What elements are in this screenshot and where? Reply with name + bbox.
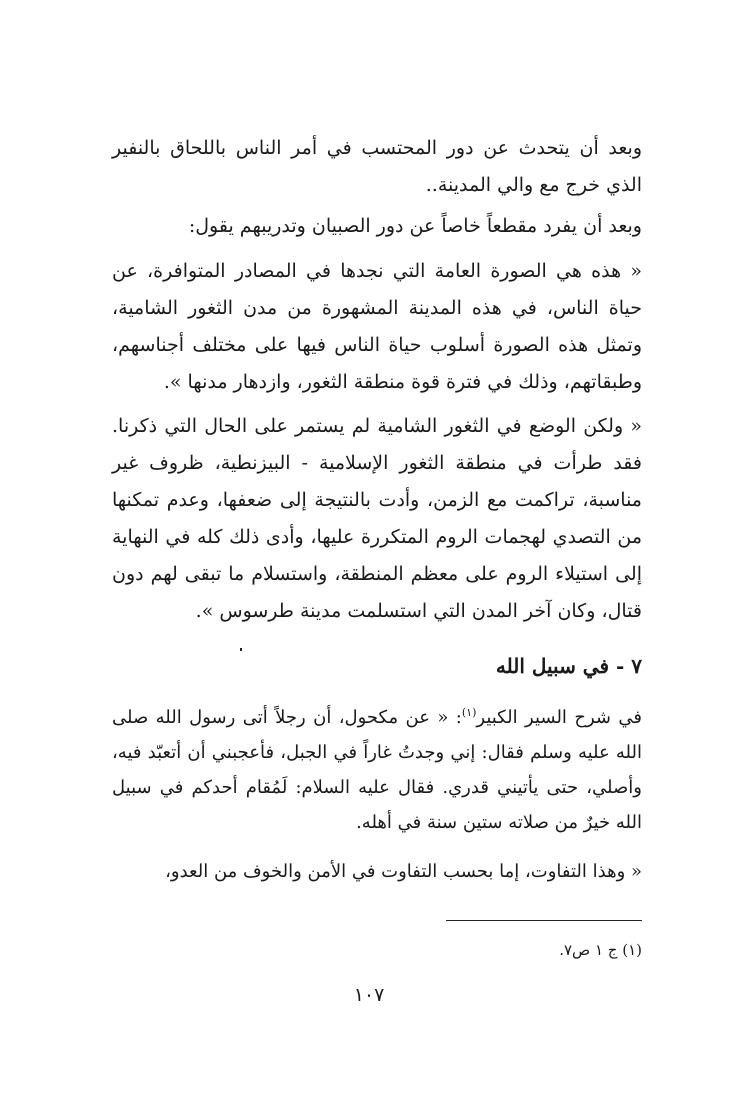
paragraph-continuation: « وهذا التفاوت، إما بحسب التفاوت في الأمن والخوف من العدو، <box>165 861 642 882</box>
footnote: (١) ج ١ ص٧. <box>559 941 642 959</box>
footnote-reference: (١) <box>461 706 477 719</box>
paragraph-hadith <box>112 700 642 840</box>
page-number: ١٠٧ <box>353 984 385 1006</box>
paragraph-muhtasib: وبعد أن يتحدث عن دور المحتسب في أمر الناس باللحاق بالنفير الذي خرج مع والي المدينة.. <box>112 137 642 196</box>
paragraph-boys-training: وبعد أن يفرد مقطعاً خاصاً عن دور الصبيان وتدريبهم يقول: <box>188 215 642 237</box>
hadith-source-text: في شرح السير الكبير <box>476 707 642 728</box>
footnote-divider <box>446 920 642 921</box>
paragraph-quote-city-life: « هذه هي الصورة العامة التي نجدها في المصادر المتوافرة، عن حياة الناس، في هذه المدينة المشهورة من مدن الثغور الشامية، وتمثل هذه الصورة أسلوب حياة الناس فيها على مختلف أجناسهم، وطبقاتهم، وذلك في فترة قوة منطقة الثغور، وازدهار مدنها ». <box>112 260 642 393</box>
paragraph-quote-decline: « ولكن الوضع في الثغور الشامية لم يستمر على الحال التي ذكرنا. فقد طرأت في منطقة الثغور الإسلامية - البيزنطية، ظروف غير مناسبة، تراكمت مع الزمن، وأدت بالنتيجة إلى ضعفها، وعدم تمكنها من التصدي لهجمات الروم المتكررة عليها، وأدى ذلك كله في النهاية إلى استيلاء الروم على معظم المنطقة، واستسلام ما تبقى لهم دون قتال، وكان آخر المدن التي استسلمت مدينة طرسوس ». <box>112 415 642 622</box>
hadith-text: : « عن مكحول، أن رجلاً أتى رسول الله صلى الله عليه وسلم فقال: إني وجدتُ غاراً في الجبل، فأعجبني أن أتعبّد فيه، وأصلي، حتى يأتيني قدري. فقال عليه السلام: لَمُقام أحدكم في سبيل الله خيرٌ من صلاته ستين سنة في أهله. <box>112 707 642 833</box>
section-heading: ٧ - في سبيل الله <box>495 654 642 678</box>
print-speck <box>240 648 242 651</box>
